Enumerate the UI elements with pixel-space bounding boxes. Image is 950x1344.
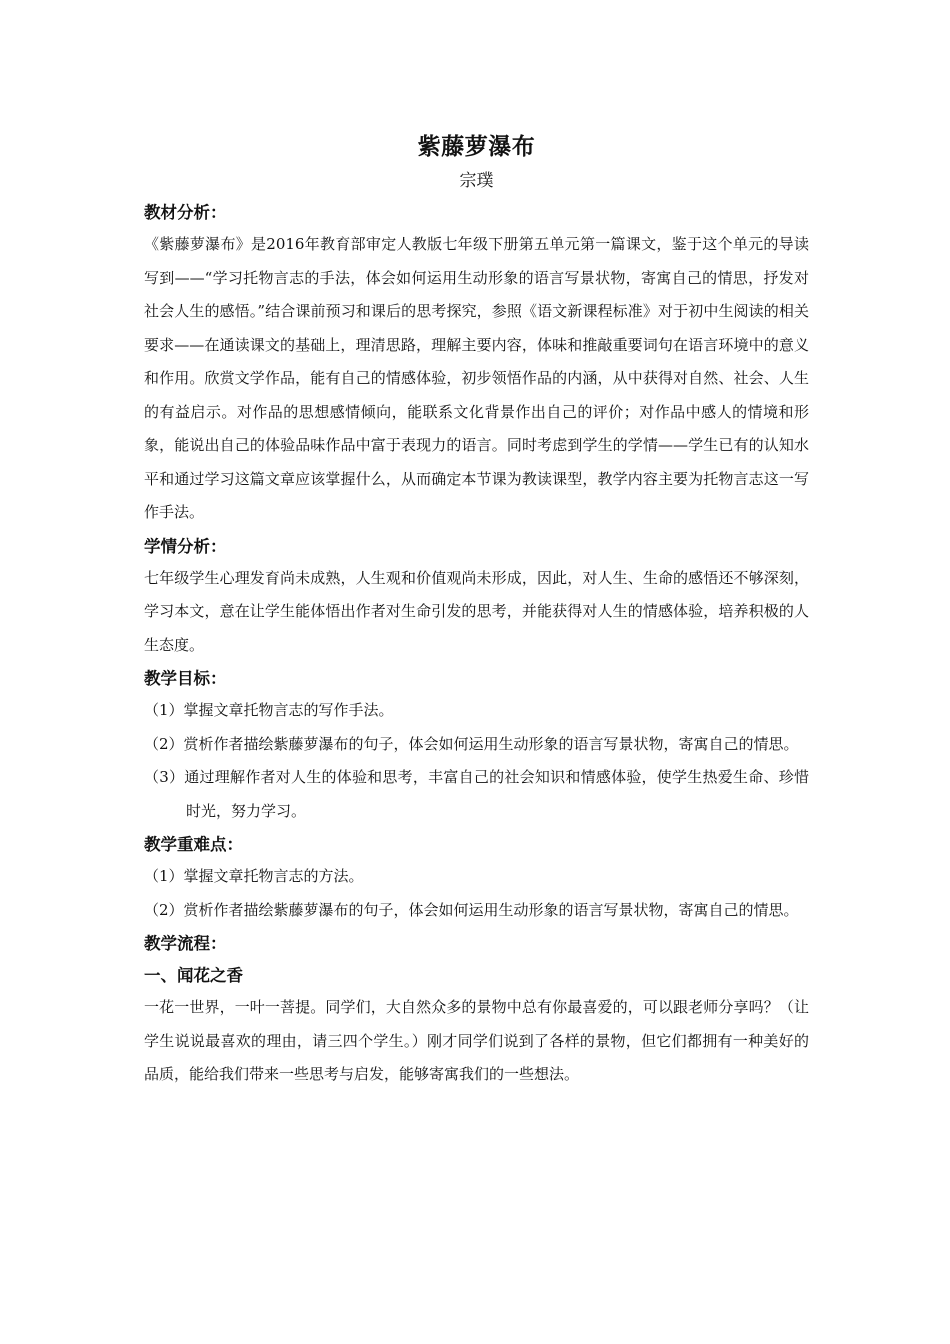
process-step-heading: 一、闻花之香 bbox=[144, 966, 243, 985]
section-heading-teaching-process: 教学流程： bbox=[144, 934, 227, 953]
document-title: 紫藤萝瀑布 bbox=[417, 134, 536, 160]
teaching-goal-item: （2）赏析作者描绘紫藤萝瀑布的句子，体会如何运用生动形象的语言写景状物，寄寓自己的情思。 bbox=[144, 734, 799, 753]
section-heading-student-analysis: 学情分析： bbox=[144, 536, 227, 556]
section-heading-key-points: 教学重难点： bbox=[144, 835, 243, 854]
teaching-goal-item: （1）掌握文章托物言志的写作手法。 bbox=[144, 701, 394, 719]
section-heading-teaching-goals: 教学目标： bbox=[144, 669, 227, 688]
section-heading-material-analysis: 教材分析： bbox=[144, 203, 227, 222]
teaching-goal-item: （3）通过理解作者对人生的体验和思考，丰富自己的社会知识和情感体验，使学生热爱生命、珍惜时光，努力学习。 bbox=[144, 768, 809, 820]
student-analysis-paragraph: 七年级学生心理发育尚未成熟，人生观和价值观尚未形成，因此，对人生、生命的感悟还不够深刻，学习本文，意在让学生能体悟出作者对生命引发的思考，并能获得对人生的情感体验，培养积极的人生态度。 bbox=[144, 568, 809, 654]
document-body bbox=[144, 130, 809, 1092]
key-point-item: （2）赏析作者描绘紫藤萝瀑布的句子，体会如何运用生动形象的语言写景状物，寄寓自己的情思。 bbox=[144, 900, 799, 919]
material-analysis-paragraph: 《紫藤萝瀑布》是2016年教育部审定人教版七年级下册第五单元第一篇课文，鉴于这个单元的导读写到——“学习托物言志的手法，体会如何运用生动形象的语言写景状物，寄寓自己的情思，抒发对社会人生的感悟。”结合课前预习和课后的思考探究，参照《语文新课程标准》对于初中生阅读的相关要求——在通读课文的基础上，理清思路，理解主要内容，体味和推敲重要词句在语言环境中的意义和作用。欣赏文学作品，能有自己的情感体验，初步领悟作品的内涵，从中获得对自然、社会、人生的有益启示。对作品的思想感情倾向，能联系文化背景作出自己的评价；对作品中感人的情境和形象，能说出自己的体验品味作品中富于表现力的语言。同时考虑到学生的学情——学生已有的认知水平和通过学习这篇文章应该掌握什么，从而确定本节课为教读课型，教学内容主要为托物言志这一写作手法。 bbox=[144, 235, 809, 521]
document-author: 宗璞 bbox=[459, 171, 494, 191]
process-step-paragraph: 一花一世界，一叶一菩提。同学们，大自然众多的景物中总有你最喜爱的，可以跟老师分享吗？（让学生说说最喜欢的理由，请三四个学生。）刚才同学们说到了各样的景物，但它们都拥有一种美好的品质，能给我们带来一些思考与启发，能够寄寓我们的一些想法。 bbox=[144, 998, 809, 1083]
key-point-item: （1）掌握文章托物言志的方法。 bbox=[144, 867, 364, 885]
